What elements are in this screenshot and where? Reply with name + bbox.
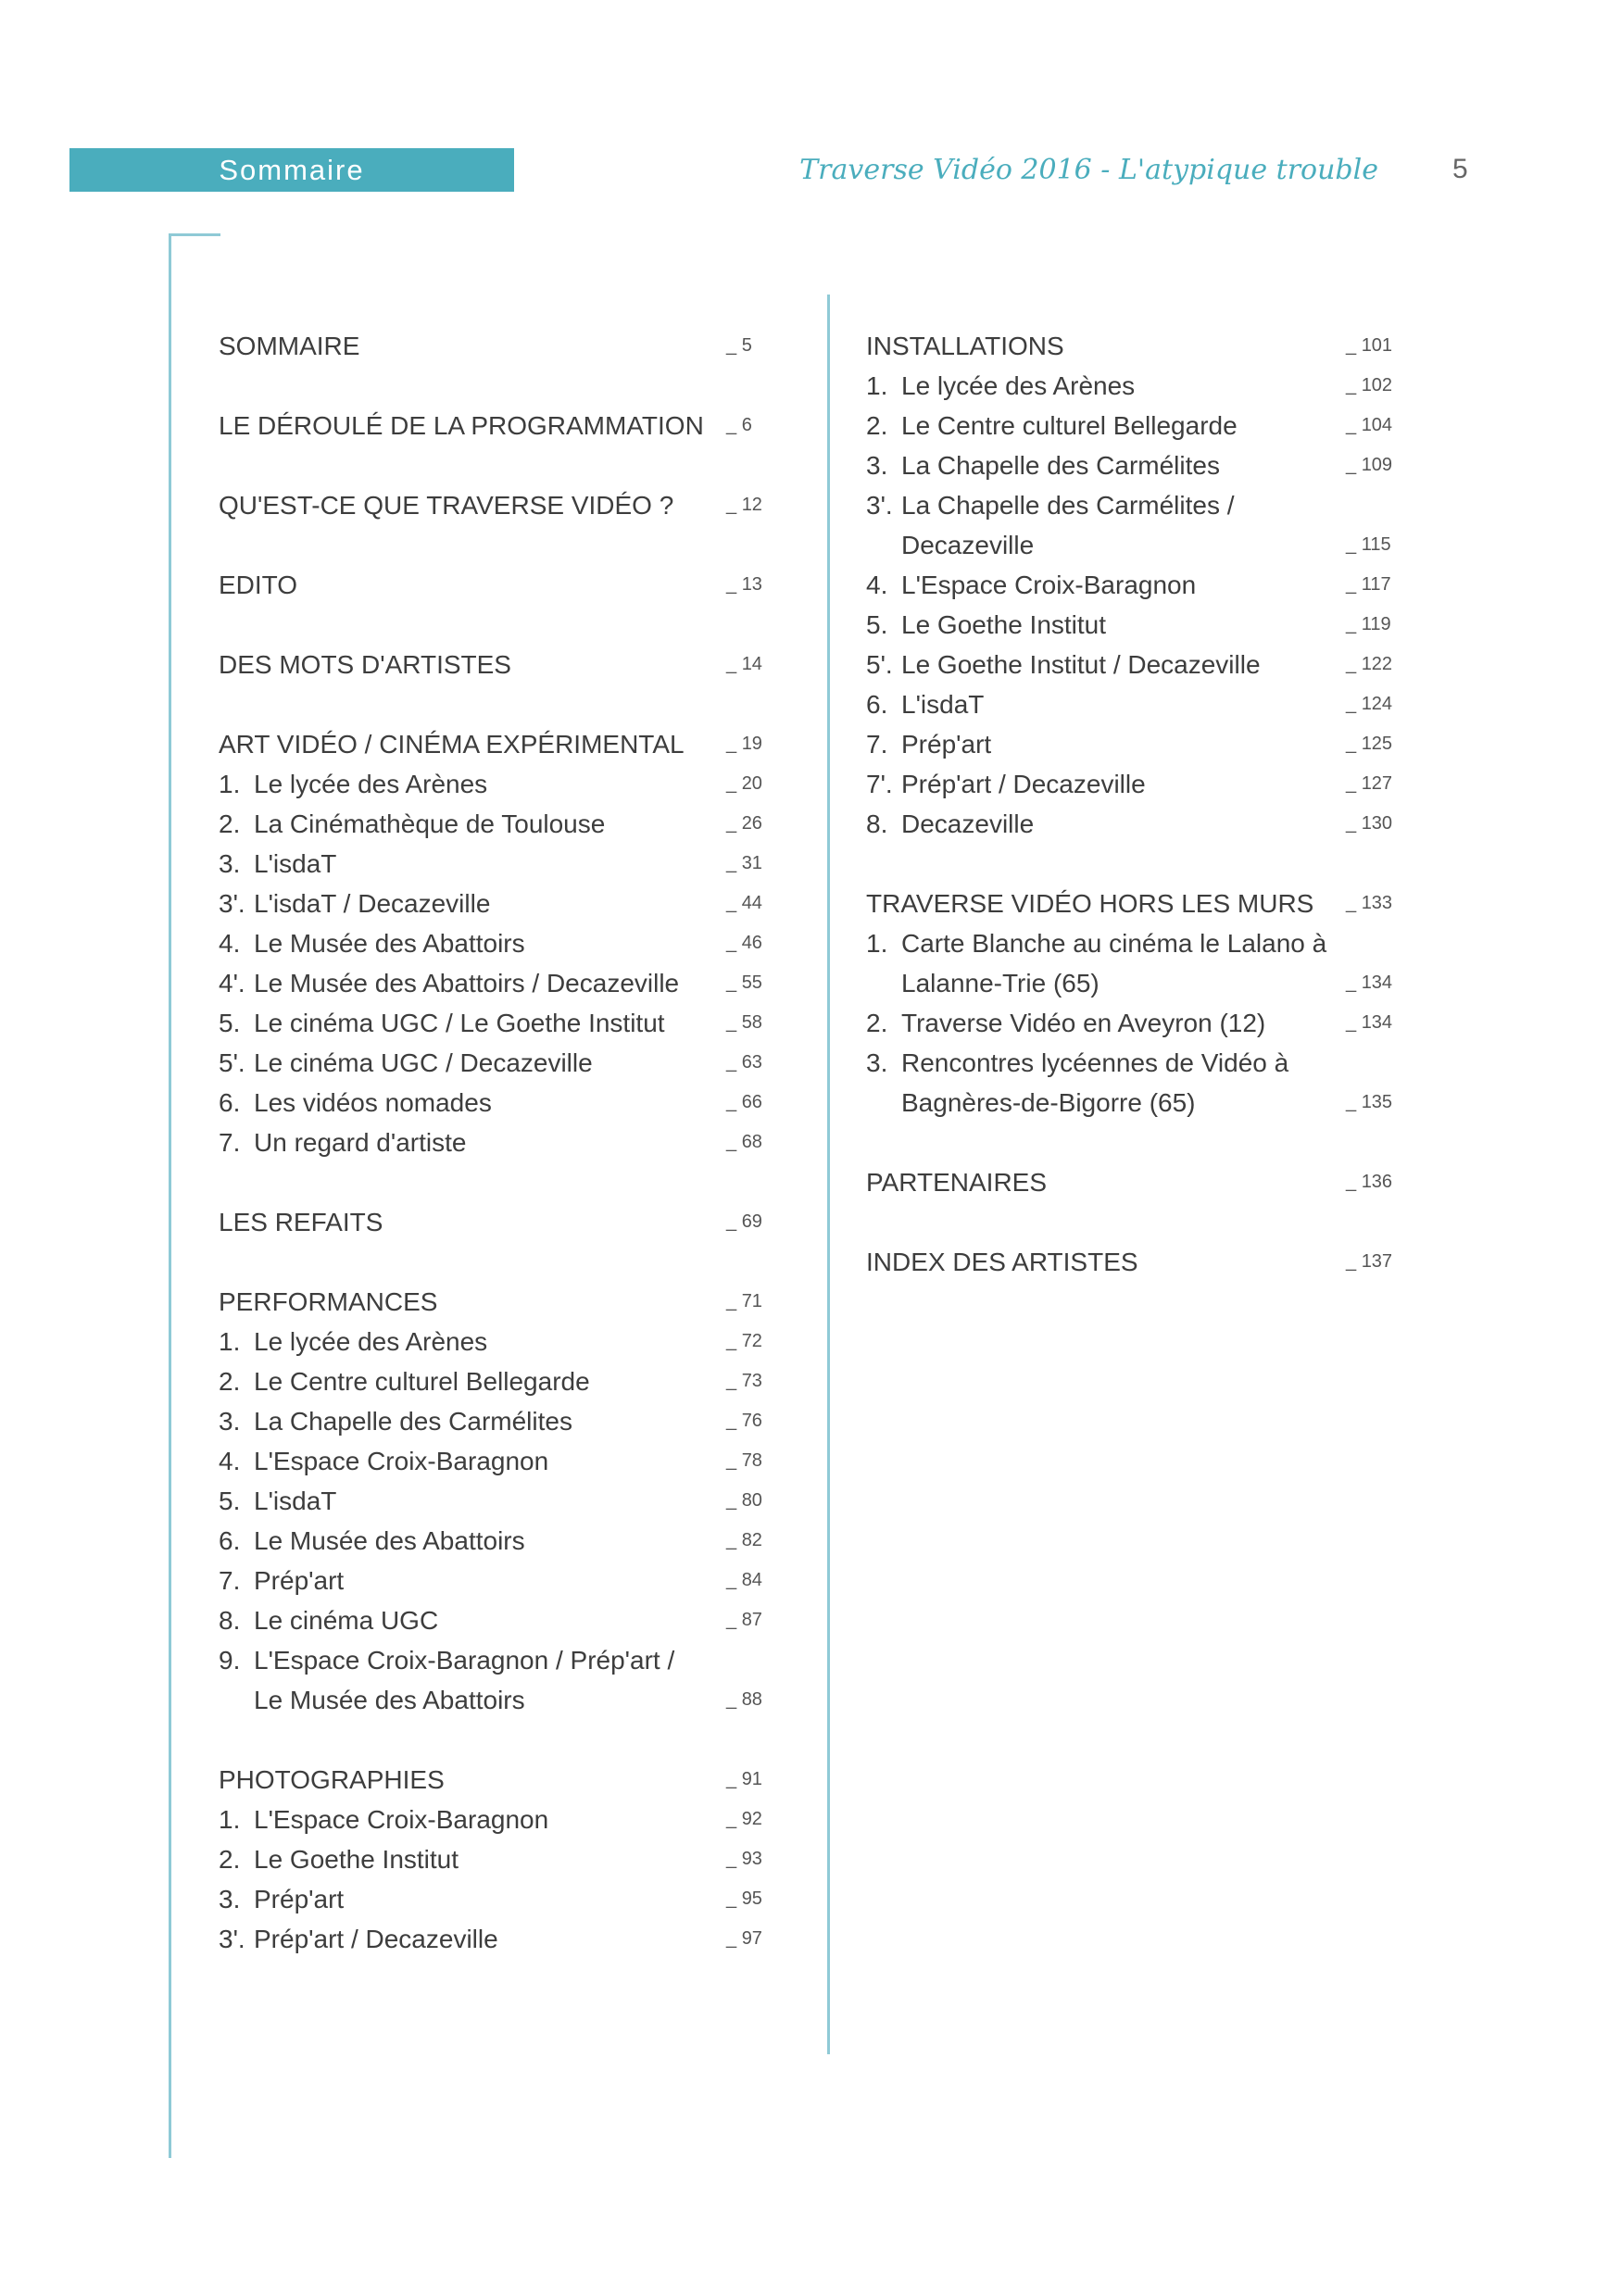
toc-page-number: _ 127 xyxy=(1346,764,1394,804)
toc-entry-label: Lalanne-Trie (65) xyxy=(901,969,1100,997)
toc-entry[interactable] xyxy=(219,963,774,1003)
toc-entry-number: 3. xyxy=(219,849,241,878)
toc-entry[interactable] xyxy=(219,1521,774,1561)
toc-page-number: _ 46 xyxy=(726,923,774,963)
toc-entry-number: 8. xyxy=(219,1606,241,1635)
toc-section xyxy=(219,326,774,366)
toc-entry-label: 1. L'Espace Croix-Baragnon xyxy=(219,1800,726,1839)
toc-entry-label: 5'. Le cinéma UGC / Decazeville xyxy=(219,1043,726,1083)
toc-entry-label: 5. Le Goethe Institut xyxy=(866,605,1346,645)
running-title: Traverse Vidéo 2016 - L'atypique trouble xyxy=(799,154,1378,186)
toc-entry-label: 7. Un regard d'artiste xyxy=(219,1123,726,1162)
toc-entry-number: 5'. xyxy=(219,1048,245,1077)
toc-entry[interactable] xyxy=(866,445,1394,485)
toc-page-number: _ 124 xyxy=(1346,684,1394,724)
toc-section xyxy=(219,724,774,1162)
toc-section-heading[interactable] xyxy=(219,326,774,366)
toc-section-title: ART VIDÉO / CINÉMA EXPÉRIMENTAL xyxy=(219,730,685,759)
toc-page-number: _ 66 xyxy=(726,1083,774,1123)
toc-entry-label: 3'. Prép'art / Decazeville xyxy=(219,1919,726,1959)
toc-page-number: _ 101 xyxy=(1346,326,1394,366)
toc-entry[interactable] xyxy=(219,1481,774,1521)
toc-entry-label: 6. Les vidéos nomades xyxy=(219,1083,726,1123)
toc-entry[interactable] xyxy=(866,923,1394,963)
toc-section xyxy=(866,1162,1394,1202)
toc-entry-label: 1. Le lycée des Arènes xyxy=(866,366,1346,406)
toc-entry-number: 7. xyxy=(219,1128,241,1157)
toc-entry-number: 5. xyxy=(219,1487,241,1515)
toc-entry[interactable] xyxy=(219,764,774,804)
toc-entry-label: 4. L'Espace Croix-Baragnon xyxy=(219,1441,726,1481)
toc-entry[interactable] xyxy=(219,1600,774,1640)
page-number: 5 xyxy=(1452,154,1468,184)
toc-page-number: _ 109 xyxy=(1346,445,1394,485)
toc-entry[interactable] xyxy=(866,963,1394,1003)
toc-entry-label: 3. La Chapelle des Carmélites xyxy=(219,1401,726,1441)
toc-page-number: _ 134 xyxy=(1346,1003,1394,1043)
toc-entry-label: 3. L'isdaT xyxy=(219,844,726,884)
toc-page-number: _ 14 xyxy=(726,645,774,684)
toc-entry-label: 8. Decazeville xyxy=(866,804,1346,844)
toc-entry-number: 2. xyxy=(219,809,241,838)
toc-section xyxy=(219,406,774,445)
toc-page-number: _ 97 xyxy=(726,1919,774,1959)
toc-page-number: _ 69 xyxy=(726,1202,774,1242)
toc-entry-label: 6. Le Musée des Abattoirs xyxy=(219,1521,726,1561)
column-divider xyxy=(827,295,830,2054)
toc-entry-label: 7. Prép'art xyxy=(219,1561,726,1600)
toc-page-number: _ 26 xyxy=(726,804,774,844)
toc-entry[interactable] xyxy=(866,1043,1394,1083)
toc-entry[interactable] xyxy=(219,923,774,963)
toc-entry[interactable] xyxy=(866,804,1394,844)
toc-page-number: _ 87 xyxy=(726,1600,774,1640)
toc-entry[interactable] xyxy=(219,1322,774,1361)
toc-entry[interactable] xyxy=(866,406,1394,445)
toc-section-title: PHOTOGRAPHIES xyxy=(219,1765,445,1794)
toc-page-number: _ 88 xyxy=(726,1680,774,1720)
toc-page-number: _ 12 xyxy=(726,485,774,525)
toc-entry-label: 2. Traverse Vidéo en Aveyron (12) xyxy=(866,1003,1346,1043)
frame-rule-vertical xyxy=(169,233,171,2158)
toc-section xyxy=(219,565,774,605)
toc-entry[interactable] xyxy=(866,525,1394,565)
toc-page-number: _ 117 xyxy=(1346,565,1394,605)
toc-entry[interactable] xyxy=(219,1879,774,1919)
toc-entry-label: Bagnères-de-Bigorre (65) xyxy=(901,1088,1196,1117)
toc-page-number: _ 72 xyxy=(726,1322,774,1361)
toc-page-number: _ 135 xyxy=(1346,1083,1394,1123)
toc-page-number: _ 73 xyxy=(726,1361,774,1401)
toc-page-number: _ 125 xyxy=(1346,724,1394,764)
toc-section-title: LE DÉROULÉ DE LA PROGRAMMATION xyxy=(219,411,704,440)
toc-entry-number: 3'. xyxy=(866,491,893,520)
toc-page-number: _ 80 xyxy=(726,1481,774,1521)
toc-page-number: _ 6 xyxy=(726,406,774,445)
toc-entry-label: 4'. Le Musée des Abattoirs / Decazeville xyxy=(219,963,726,1003)
toc-entry[interactable] xyxy=(219,804,774,844)
toc-entry[interactable] xyxy=(866,366,1394,406)
toc-section-heading[interactable] xyxy=(219,1282,774,1322)
toc-section-heading[interactable] xyxy=(219,485,774,525)
toc-entry-label: 3. La Chapelle des Carmélites xyxy=(866,445,1346,485)
toc-section-heading[interactable] xyxy=(866,326,1394,366)
toc-page-number: _ 58 xyxy=(726,1003,774,1043)
toc-page-number: _ 20 xyxy=(726,764,774,804)
section-tab xyxy=(69,148,514,192)
toc-page-number: _ 104 xyxy=(1346,406,1394,445)
toc-entry-label: 6. L'isdaT xyxy=(866,684,1346,724)
toc-entry-number: 3'. xyxy=(219,889,245,918)
toc-entry-number: 4. xyxy=(219,1447,241,1475)
toc-entry-label: 2. La Cinémathèque de Toulouse xyxy=(219,804,726,844)
toc-entry[interactable] xyxy=(219,1680,774,1720)
toc-entry-label: 7. Prép'art xyxy=(866,724,1346,764)
toc-section-title: PARTENAIRES xyxy=(866,1168,1048,1197)
toc-section-title: LES REFAITS xyxy=(219,1208,383,1236)
toc-section-heading[interactable] xyxy=(219,1760,774,1800)
toc-entry[interactable] xyxy=(219,1003,774,1043)
toc-entry-label: Le Musée des Abattoirs xyxy=(254,1686,525,1714)
toc-entry[interactable] xyxy=(866,1003,1394,1043)
toc-page-number: _ 31 xyxy=(726,844,774,884)
toc-section xyxy=(866,884,1394,1123)
toc-entry-number: 1. xyxy=(219,1327,241,1356)
toc-entry-number: 3'. xyxy=(219,1925,245,1953)
toc-entry-label: 3'. La Chapelle des Carmélites / xyxy=(866,485,1346,525)
toc-page-number: _ 68 xyxy=(726,1123,774,1162)
toc-entry-number: 2. xyxy=(866,411,888,440)
toc-section-title: SOMMAIRE xyxy=(219,332,360,360)
toc-section-title: DES MOTS D'ARTISTES xyxy=(219,650,511,679)
toc-entry-label: 5'. Le Goethe Institut / Decazeville xyxy=(866,645,1346,684)
toc-page-number: _ 13 xyxy=(726,565,774,605)
toc-entry-label: 8. Le cinéma UGC xyxy=(219,1600,726,1640)
toc-page-number: _ 93 xyxy=(726,1839,774,1879)
toc-entry-label: 2. Le Goethe Institut xyxy=(219,1839,726,1879)
toc-entry-number: 7'. xyxy=(866,770,893,798)
toc-entry-label: 4. Le Musée des Abattoirs xyxy=(219,923,726,963)
toc-entry[interactable] xyxy=(866,645,1394,684)
toc-entry[interactable] xyxy=(866,605,1394,645)
toc-entry[interactable] xyxy=(219,1441,774,1481)
toc-entry-number: 9. xyxy=(219,1646,241,1675)
toc-section xyxy=(866,1242,1394,1282)
toc-page-number: _ 71 xyxy=(726,1282,774,1322)
toc-page-number: _ 78 xyxy=(726,1441,774,1481)
toc-section-heading[interactable] xyxy=(866,1242,1394,1282)
toc-entry-label: 4. L'Espace Croix-Baragnon xyxy=(866,565,1346,605)
toc-page-number: _ 44 xyxy=(726,884,774,923)
toc-section-title: QU'EST-CE QUE TRAVERSE VIDÉO ? xyxy=(219,491,674,520)
toc-entry-label: 5. L'isdaT xyxy=(219,1481,726,1521)
toc-left-column xyxy=(219,326,774,1999)
toc-entry-number: 2. xyxy=(866,1009,888,1037)
toc-entry-label: 5. Le cinéma UGC / Le Goethe Institut xyxy=(219,1003,726,1043)
toc-page-number: _ 119 xyxy=(1346,605,1394,645)
toc-entry-number: 1. xyxy=(219,1805,241,1834)
toc-section xyxy=(219,1202,774,1242)
toc-section-title: PERFORMANCES xyxy=(219,1287,438,1316)
toc-entry-label: 1. Le lycée des Arènes xyxy=(219,764,726,804)
toc-page-number: _ 76 xyxy=(726,1401,774,1441)
toc-entry-label: 1. Carte Blanche au cinéma le Lalano à xyxy=(866,923,1346,963)
toc-page-number: _ 115 xyxy=(1346,525,1394,565)
toc-entry-number: 3. xyxy=(866,451,888,480)
toc-section-heading[interactable] xyxy=(866,884,1394,923)
toc-section-title: INSTALLATIONS xyxy=(866,332,1064,360)
toc-entry[interactable] xyxy=(219,884,774,923)
toc-entry[interactable] xyxy=(219,1123,774,1162)
toc-entry-number: 3. xyxy=(219,1885,241,1913)
toc-page-number: _ 19 xyxy=(726,724,774,764)
toc-entry-label: 9. L'Espace Croix-Baragnon / Prép'art / xyxy=(219,1640,726,1680)
toc-page-number: _ 84 xyxy=(726,1561,774,1600)
toc-entry[interactable] xyxy=(866,684,1394,724)
toc-entry-number: 1. xyxy=(866,371,888,400)
section-tab-label: Sommaire xyxy=(219,153,365,186)
toc-entry-number: 4. xyxy=(866,571,888,599)
toc-entry[interactable] xyxy=(219,1043,774,1083)
toc-entry-number: 1. xyxy=(866,929,888,958)
toc-entry-label: 2. Le Centre culturel Bellegarde xyxy=(219,1361,726,1401)
toc-page-number: _ 5 xyxy=(726,326,774,366)
toc-page-number: _ 95 xyxy=(726,1879,774,1919)
toc-entry[interactable] xyxy=(219,1839,774,1879)
toc-page-number: _ 91 xyxy=(726,1760,774,1800)
toc-page-number: _ 133 xyxy=(1346,884,1394,923)
toc-section xyxy=(866,326,1394,844)
toc-entry-label: 1. Le lycée des Arènes xyxy=(219,1322,726,1361)
toc-entry-number: 8. xyxy=(866,809,888,838)
toc-entry-number: 7. xyxy=(219,1566,241,1595)
toc-entry-number: 4'. xyxy=(219,969,245,997)
toc-entry-number: 2. xyxy=(219,1845,241,1874)
frame-rule-horizontal xyxy=(169,233,220,236)
toc-section-title: EDITO xyxy=(219,571,298,599)
toc-entry[interactable] xyxy=(219,1401,774,1441)
toc-page-number: _ 130 xyxy=(1346,804,1394,844)
toc-entry-label: 3. Prép'art xyxy=(219,1879,726,1919)
toc-entry[interactable] xyxy=(219,1561,774,1600)
toc-section-heading[interactable] xyxy=(219,724,774,764)
toc-section-title: TRAVERSE VIDÉO HORS LES MURS xyxy=(866,889,1314,918)
toc-entry-label: 3. Rencontres lycéennes de Vidéo à xyxy=(866,1043,1346,1083)
toc-entry[interactable] xyxy=(866,485,1394,525)
toc-section-heading[interactable] xyxy=(219,645,774,684)
toc-entry-number: 6. xyxy=(866,690,888,719)
toc-page-number: _ 82 xyxy=(726,1521,774,1561)
toc-entry-number: 6. xyxy=(219,1526,241,1555)
toc-page-number: _ 137 xyxy=(1346,1242,1394,1282)
toc-page-number: _ 63 xyxy=(726,1043,774,1083)
toc-entry[interactable] xyxy=(219,1800,774,1839)
toc-entry[interactable] xyxy=(219,1083,774,1123)
toc-entry[interactable] xyxy=(219,1361,774,1401)
toc-entry-number: 5. xyxy=(219,1009,241,1037)
toc-page-number: _ 92 xyxy=(726,1800,774,1839)
toc-page-number: _ 55 xyxy=(726,963,774,1003)
toc-section-heading[interactable] xyxy=(219,406,774,445)
toc-page-number: _ 134 xyxy=(1346,963,1394,1003)
toc-entry-label: 7'. Prép'art / Decazeville xyxy=(866,764,1346,804)
toc-section-heading[interactable] xyxy=(219,565,774,605)
toc-entry-number: 7. xyxy=(866,730,888,759)
toc-entry[interactable] xyxy=(866,565,1394,605)
toc-section-heading[interactable] xyxy=(866,1162,1394,1202)
toc-entry[interactable] xyxy=(866,1083,1394,1123)
toc-entry-number: 5. xyxy=(866,610,888,639)
toc-entry-label: 3'. L'isdaT / Decazeville xyxy=(219,884,726,923)
toc-section-title: INDEX DES ARTISTES xyxy=(866,1248,1138,1276)
toc-entry-number: 2. xyxy=(219,1367,241,1396)
toc-entry-number: 6. xyxy=(219,1088,241,1117)
toc-entry-number: 1. xyxy=(219,770,241,798)
toc-section xyxy=(219,485,774,525)
toc-entry-number: 3. xyxy=(866,1048,888,1077)
toc-page-number: _ 122 xyxy=(1346,645,1394,684)
toc-section xyxy=(219,645,774,684)
toc-entry-label: 2. Le Centre culturel Bellegarde xyxy=(866,406,1346,445)
toc-entry[interactable] xyxy=(219,1640,774,1680)
toc-entry[interactable] xyxy=(866,724,1394,764)
toc-page-number: _ 102 xyxy=(1346,366,1394,406)
toc-entry[interactable] xyxy=(219,1919,774,1959)
toc-section xyxy=(219,1282,774,1720)
toc-entry-label: Decazeville xyxy=(901,531,1035,559)
toc-entry-number: 3. xyxy=(219,1407,241,1436)
toc-section-heading[interactable] xyxy=(219,1202,774,1242)
toc-entry[interactable] xyxy=(866,764,1394,804)
toc-entry-number: 4. xyxy=(219,929,241,958)
toc-page-number: _ 136 xyxy=(1346,1162,1394,1202)
toc-right-column xyxy=(866,326,1394,1322)
toc-entry[interactable] xyxy=(219,844,774,884)
toc-entry-number: 5'. xyxy=(866,650,893,679)
toc-section xyxy=(219,1760,774,1959)
